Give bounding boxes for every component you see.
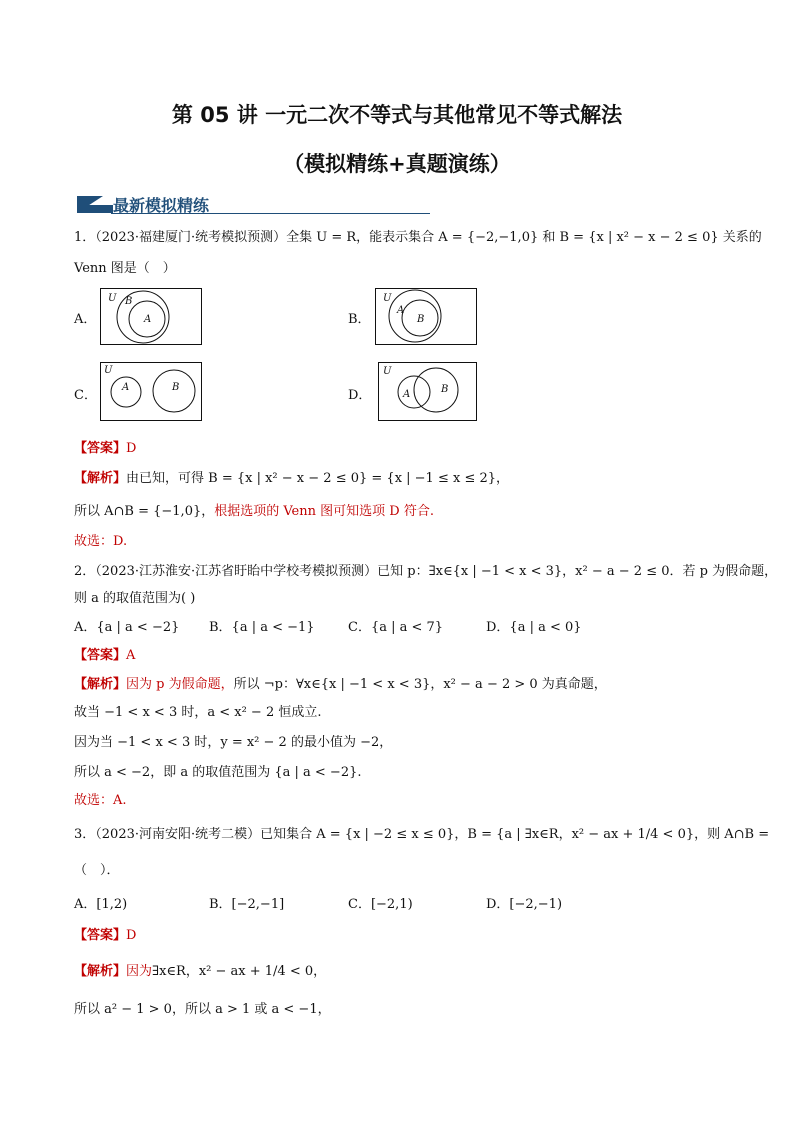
analysis-label: 【解析】 (74, 964, 127, 979)
analysis-text-red: 根据选项的 Venn 图可知选项 D 符合. (214, 504, 434, 519)
q1-option-d-venn (378, 362, 478, 426)
q3-option-d: D．[−2,−1) (486, 897, 563, 912)
analysis-text: ∃x∈R，x² − ax + 1/4 < 0， (152, 964, 327, 979)
q3-option-a: A．[1,2) (74, 897, 128, 912)
q3-option-c: C．[−2,1) (348, 897, 413, 912)
q2-stem-line2: 则 a 的取值范围为( ) (74, 591, 196, 606)
q1-option-b-venn (375, 288, 477, 350)
q2-analysis-line4: 所以 a < −2，即 a 的取值范围为 {a | a < −2}. (74, 765, 362, 780)
q2-analysis-line2: 故当 −1 < x < 3 时，a < x² − 2 恒成立. (74, 705, 322, 720)
analysis-text-red: 因为 (126, 964, 153, 979)
analysis-label: 【解析】 (74, 471, 127, 486)
venn-b-label: B (125, 296, 133, 307)
page-subtitle: （模拟精练+真题演练） (283, 152, 511, 176)
q1-option-c-venn (100, 362, 202, 426)
section-title: 最新模拟精练 (113, 196, 210, 215)
q1-stem-line1: 1．（2023·福建厦门·统考模拟预测）全集 U = R，能表示集合 A = {−2,−1,0} 和 B = {x | x² − x − 2 ≤ 0} 关系的 (74, 230, 762, 245)
analysis-text: 所以 ¬p：∀x∈{x | −1 < x < 3}，x² − a − 2 > 0 为真命题， (233, 677, 607, 692)
q1-stem-line2: Venn 图是（ ） (74, 261, 176, 276)
q1-analysis-line1 (74, 467, 509, 486)
q2-option-c: C．{a | a < 7} (348, 620, 444, 635)
analysis-label: 【解析】 (74, 677, 127, 692)
analysis-text-red: 因为 p 为假命题， (126, 677, 234, 692)
venn-b-label: B (172, 382, 180, 393)
q2-stem-line1: 2．（2023·江苏淮安·江苏省盱眙中学校考模拟预测）已知 p：∃x∈{x | −1 < x < 3}，x² − a − 2 ≤ 0．若 p 为假命题， (74, 564, 778, 579)
q2-analysis-line5: 故选：A. (74, 793, 127, 808)
q1-option-b-label: B． (348, 312, 371, 327)
q2-option-b: B．{a | a < −1} (209, 620, 315, 635)
answer-label: 【答案】 (74, 441, 127, 456)
q2-option-a: A．{a | a < −2} (74, 620, 180, 635)
q1-analysis-line2 (74, 500, 434, 519)
venn-u-label: U (104, 365, 113, 376)
q1-option-c-label: C． (74, 388, 97, 403)
q2-option-d: D．{a | a < 0} (486, 620, 582, 635)
q3-stem-line1: 3．（2023·河南安阳·统考二模）已知集合 A = {x | −2 ≤ x ≤ 0}，B = {a | ∃x∈R，x² − ax + 1/4 < 0}，则 A∩B = (74, 827, 770, 842)
answer-value: D (126, 928, 137, 943)
venn-a-label: A (122, 382, 130, 393)
q2-answer (74, 644, 135, 663)
q1-answer (74, 437, 136, 456)
q3-answer (74, 924, 136, 943)
venn-b-label: B (417, 314, 425, 325)
answer-label: 【答案】 (74, 928, 127, 943)
q3-stem-line2: （ ）． (74, 863, 120, 878)
q1-option-a-venn (100, 288, 202, 350)
q2-analysis-line1 (74, 673, 607, 692)
answer-value: D (126, 441, 137, 456)
page-title: 第 05 讲 一元二次不等式与其他常见不等式解法 (171, 103, 623, 127)
q3-analysis-line2: 所以 a² − 1 > 0，所以 a > 1 或 a < −1， (74, 1002, 331, 1017)
analysis-text: 由已知，可得 B = {x | x² − x − 2 ≤ 0} = {x | −1 ≤ x ≤ 2}， (126, 471, 510, 486)
answer-label: 【答案】 (74, 648, 127, 663)
venn-a-label: A (397, 305, 405, 316)
answer-value: A (126, 648, 136, 663)
venn-u-label: U (108, 293, 117, 304)
q1-option-d-label: D． (348, 388, 372, 403)
analysis-text: 所以 A∩B = {−1,0}， (74, 504, 215, 519)
venn-u-label: U (383, 293, 392, 304)
q2-analysis-line3: 因为当 −1 < x < 3 时，y = x² − 2 的最小值为 −2， (74, 735, 393, 750)
q1-analysis-line3: 故选：D. (74, 534, 128, 549)
venn-u-label: U (383, 366, 392, 377)
venn-b-label: B (441, 384, 449, 395)
q3-analysis-line1 (74, 960, 326, 979)
q1-option-a-label: A． (74, 312, 97, 327)
q3-option-b: B．[−2,−1] (209, 897, 285, 912)
venn-a-label: A (144, 314, 152, 325)
venn-a-label: A (403, 389, 411, 400)
